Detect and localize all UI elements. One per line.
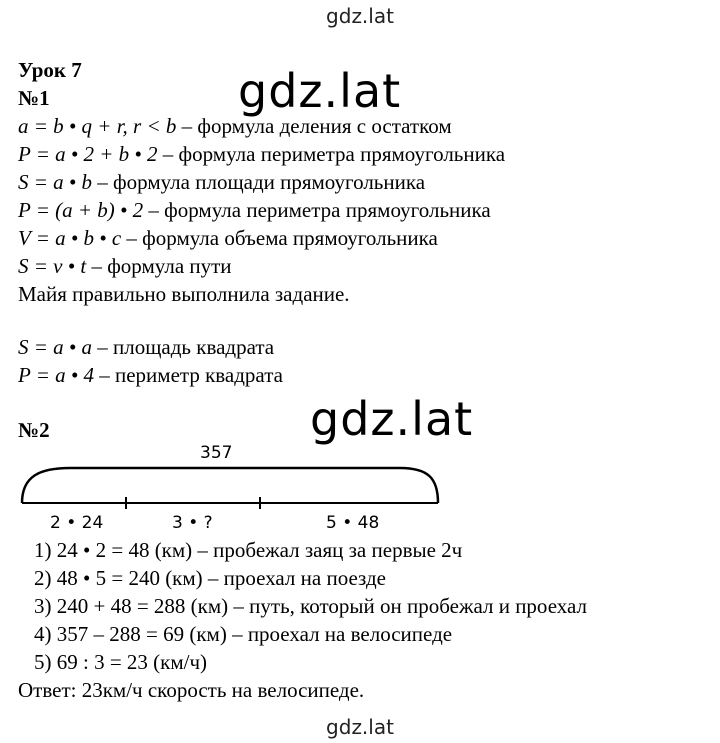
formula-desc: – формула площади прямоугольника [92, 170, 426, 194]
formula: P = a • 2 + b • 2 [18, 142, 158, 166]
diagram-seg3-label: 5 • 48 [326, 513, 380, 533]
diagram-seg2-label: 3 • ? [172, 513, 213, 533]
task1-line-3 [18, 170, 425, 194]
watermark-bottom: gdz.lat [326, 715, 394, 739]
diagram-total-label: 357 [200, 443, 233, 463]
formula-desc: – периметр квадрата [93, 363, 283, 387]
formula-desc: – формула периметра прямоугольника [157, 142, 506, 166]
segment-diagram [0, 436, 460, 536]
formula: P = (a + b) • 2 [18, 198, 144, 222]
task1-line-6 [18, 254, 232, 278]
lesson-title: Урок 7 [18, 58, 82, 82]
formula: S = a • b [18, 170, 93, 194]
formula-desc: – формула периметра прямоугольника [143, 198, 491, 222]
watermark-large-1: gdz.lat [238, 64, 402, 118]
formula: a = b • q + r, r < b [18, 114, 177, 138]
task2-number: №2 [18, 418, 50, 442]
task1-line-1 [18, 114, 452, 138]
task2-step-4: 4) 357 – 288 = 69 (км) – проехал на велосипеде [34, 622, 453, 646]
task1-conclusion: Майя правильно выполнила задание. [18, 282, 350, 306]
task1-extra-2 [18, 363, 283, 387]
task2-step-2: 2) 48 • 5 = 240 (км) – проехал на поезде [34, 566, 386, 590]
task1-line-4 [18, 198, 491, 222]
formula: V = a • b • c [18, 226, 122, 250]
watermark-large-2: gdz.lat [310, 392, 474, 446]
formula-desc: – площадь квадрата [92, 335, 275, 359]
watermark-top: gdz.lat [326, 4, 394, 28]
task1-line-5 [18, 226, 438, 250]
task1-extra-1 [18, 335, 274, 359]
task2-step-1: 1) 24 • 2 = 48 (км) – пробежал заяц за первые 2ч [34, 538, 463, 562]
diagram-brace [22, 468, 438, 503]
diagram-seg1-label: 2 • 24 [50, 513, 104, 533]
task2-answer: Ответ: 23км/ч скорость на велосипеде. [18, 678, 365, 702]
task2-step-5: 5) 69 : 3 = 23 (км/ч) [34, 650, 208, 674]
task1-number: №1 [18, 86, 50, 110]
formula-desc: – формула объема прямоугольника [121, 226, 438, 250]
formula: S = a • a [18, 335, 93, 359]
task2-step-3: 3) 240 + 48 = 288 (км) – путь, который он пробежал и проехал [34, 594, 587, 618]
task1-line-2 [18, 142, 505, 166]
formula-desc: – формула деления с остатком [176, 114, 452, 138]
formula: P = a • 4 [18, 363, 94, 387]
formula: S = v • t [18, 254, 87, 278]
formula-desc: – формула пути [86, 254, 232, 278]
